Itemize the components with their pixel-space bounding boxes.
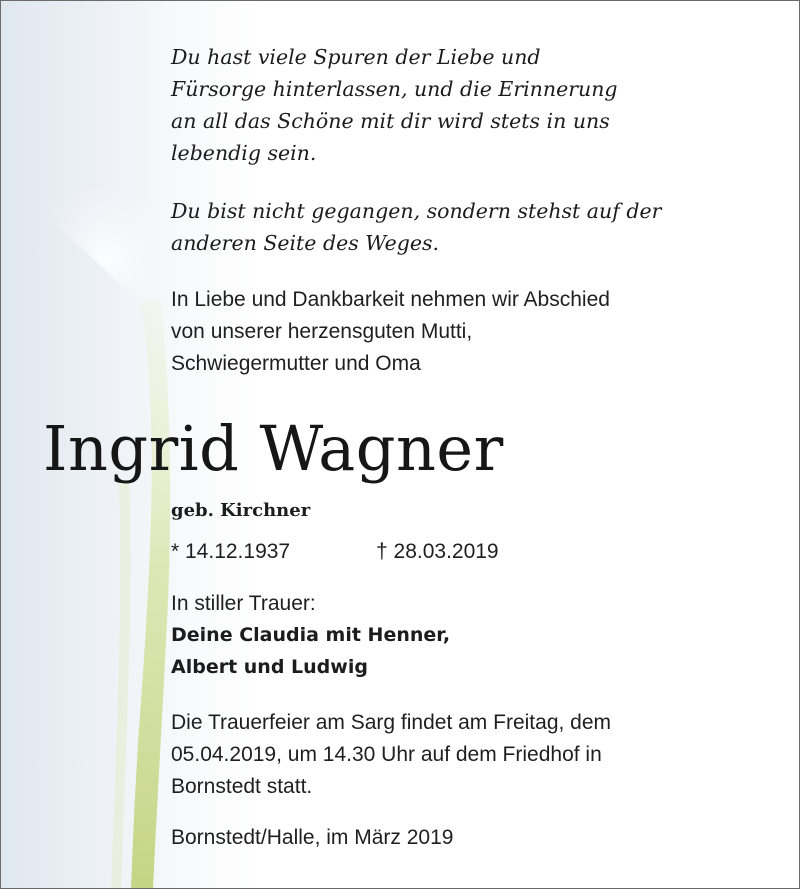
death-date: † 28.03.2019 <box>376 540 499 563</box>
life-dates <box>171 537 499 567</box>
memorial-verse-1: Du hast viele Spuren der Liebe und Fürsorge hinterlassen, und die Erinnerung an all das Schöne mit dir wird stets in uns lebendig sein. <box>171 45 618 165</box>
farewell-intro: In Liebe und Dankbarkeit nehmen wir Abschied von unserer herzensguten Mutti, Schwiegermutter und Oma <box>171 288 610 375</box>
place-and-date: Bornstedt/Halle, im März 2019 <box>171 826 454 849</box>
mourners-list: Deine Claudia mit Henner, Albert und Ludwig <box>171 624 451 678</box>
deceased-name: Ingrid Wagner <box>43 412 504 485</box>
maiden-name: geb. Kirchner <box>171 500 311 521</box>
memorial-verse-2: Du bist nicht gegangen, sondern stehst auf der anderen Seite des Weges. <box>171 199 662 255</box>
mourning-label: In stiller Trauer: <box>171 592 316 615</box>
funeral-notice: Die Trauerfeier am Sarg findet am Freitag, dem 05.04.2019, um 14.30 Uhr auf dem Friedhof in Bornstedt statt. <box>171 711 612 798</box>
obituary-text <box>1 1 800 889</box>
birth-date: * 14.12.1937 <box>171 540 291 563</box>
